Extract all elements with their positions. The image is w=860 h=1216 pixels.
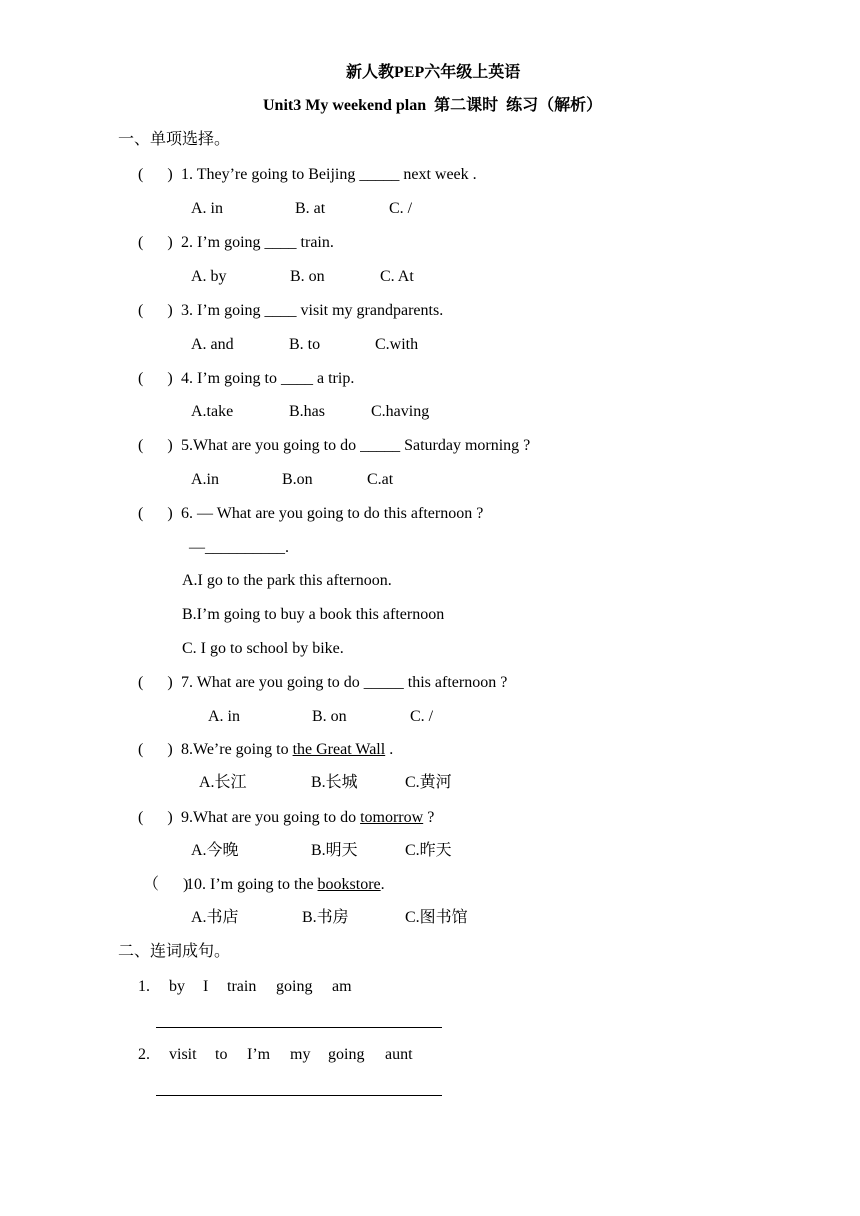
question-8-text xyxy=(181,740,393,760)
sentence-item-2-number: 2. xyxy=(138,1046,150,1063)
sentence-item-2-word: my xyxy=(290,1046,311,1063)
question-1-paren: ( ) xyxy=(138,166,173,183)
sentence-item-1-word: am xyxy=(332,978,352,995)
sentence-item-2-word: aunt xyxy=(385,1046,413,1063)
question-1-option-a: A. in xyxy=(191,200,223,217)
question-7-option-c: C. / xyxy=(410,708,434,725)
page-subtitle: Unit3 My weekend plan 第二课时 练习（解析） xyxy=(263,97,603,114)
sentence-item-1-number: 1. xyxy=(138,978,150,995)
question-4-option-c: C.having xyxy=(371,403,430,420)
question-6-paren: ( ) xyxy=(138,505,173,522)
question-6-answer-line: —__________. xyxy=(189,539,289,556)
question-10-text-before: 10. I’m going to the xyxy=(186,876,318,893)
question-2-text: 2. I’m going ____ train. xyxy=(181,234,334,251)
question-10-option-b: B.书房 xyxy=(302,909,349,926)
question-9-text-before: 9.What are you going to do xyxy=(181,809,361,826)
question-10-underlined-word: bookstore xyxy=(317,876,381,893)
sentence-item-2-word: going xyxy=(328,1046,365,1063)
question-8-underlined-phrase: the Great Wall xyxy=(292,741,386,758)
sentence-item-1-word: train xyxy=(227,978,257,995)
sentence-item-1-word: going xyxy=(276,978,313,995)
question-8-option-a: A.长江 xyxy=(199,774,247,791)
question-8-option-b: B.长城 xyxy=(311,774,358,791)
question-3-option-b: B. to xyxy=(289,336,321,353)
question-9-option-b: B.明天 xyxy=(311,842,358,859)
question-2-option-c: C. At xyxy=(380,268,414,285)
question-8-text-after: . xyxy=(385,741,394,758)
question-4-paren: ( ) xyxy=(138,370,173,387)
question-7-text: 7. What are you going to do _____ this afternoon ? xyxy=(181,674,508,691)
answer-blank-line-1 xyxy=(156,1027,442,1028)
question-6-text: 6. — What are you going to do this afternoon ? xyxy=(181,505,484,522)
question-1-option-c: C. / xyxy=(389,200,413,217)
question-5-option-c: C.at xyxy=(367,471,394,488)
question-6-option-b: B.I’m going to buy a book this afternoon xyxy=(182,606,445,623)
question-9-paren: ( ) xyxy=(138,809,173,826)
question-10-text-after: . xyxy=(380,876,385,893)
question-9-text xyxy=(181,808,434,828)
sentence-item-1-word: by xyxy=(169,978,185,995)
sentence-item-2-word: to xyxy=(215,1046,228,1063)
section-heading-single-choice: 一、单项选择。 xyxy=(118,131,231,148)
question-1-text: 1. They’re going to Beijing _____ next week . xyxy=(181,166,477,183)
question-3-option-a: A. and xyxy=(191,336,234,353)
question-10-paren: （ ) xyxy=(143,876,189,893)
question-4-option-a: A.take xyxy=(191,403,234,420)
question-3-paren: ( ) xyxy=(138,302,173,319)
question-6-option-a: A.I go to the park this afternoon. xyxy=(182,572,392,589)
question-4-text: 4. I’m going to ____ a trip. xyxy=(181,370,355,387)
question-6-option-c: C. I go to school by bike. xyxy=(182,640,344,657)
question-10-text xyxy=(186,875,385,895)
question-5-option-a: A.in xyxy=(191,471,219,488)
question-10-option-a: A.书店 xyxy=(191,909,239,926)
question-3-text: 3. I’m going ____ visit my grandparents. xyxy=(181,302,444,319)
question-1-option-b: B. at xyxy=(295,200,326,217)
page-title: 新人教PEP六年级上英语 xyxy=(346,64,521,81)
question-8-option-c: C.黄河 xyxy=(405,774,452,791)
question-7-option-b: B. on xyxy=(312,708,347,725)
question-4-option-b: B.has xyxy=(289,403,325,420)
sentence-item-1-word: I xyxy=(203,978,209,995)
question-5-paren: ( ) xyxy=(138,437,173,454)
question-7-paren: ( ) xyxy=(138,674,173,691)
answer-blank-line-2 xyxy=(156,1095,442,1096)
section-heading-sentence-building: 二、连词成句。 xyxy=(118,943,231,960)
question-9-text-after: ? xyxy=(423,809,435,826)
question-7-option-a: A. in xyxy=(208,708,240,725)
question-10-option-c: C.图书馆 xyxy=(405,909,468,926)
question-8-paren: ( ) xyxy=(138,741,173,758)
question-9-option-a: A.今晚 xyxy=(191,842,239,859)
question-2-option-b: B. on xyxy=(290,268,325,285)
question-3-option-c: C.with xyxy=(375,336,419,353)
question-9-option-c: C.昨天 xyxy=(405,842,452,859)
question-2-paren: ( ) xyxy=(138,234,173,251)
sentence-item-2-word: visit xyxy=(169,1046,197,1063)
sentence-item-2-word: I’m xyxy=(247,1046,271,1063)
question-9-underlined-word: tomorrow xyxy=(360,809,424,826)
question-8-text-before: 8.We’re going to xyxy=(181,741,293,758)
question-5-option-b: B.on xyxy=(282,471,313,488)
question-5-text: 5.What are you going to do _____ Saturday morning ? xyxy=(181,437,531,454)
question-2-option-a: A. by xyxy=(191,268,227,285)
